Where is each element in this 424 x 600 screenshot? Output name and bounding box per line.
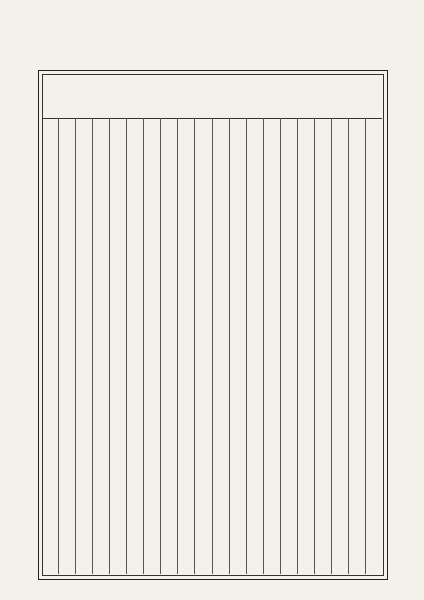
text-body	[42, 118, 382, 574]
page-number	[48, 74, 78, 118]
text-column	[246, 118, 263, 574]
text-column	[297, 118, 314, 574]
text-column	[194, 118, 211, 574]
book-title	[342, 74, 382, 118]
text-column	[365, 118, 382, 574]
text-column	[177, 118, 194, 574]
text-column	[263, 118, 280, 574]
text-column	[75, 118, 92, 574]
top-margin-notes	[38, 18, 386, 68]
text-column	[229, 118, 246, 574]
text-column	[331, 118, 348, 574]
text-column	[92, 118, 109, 574]
text-column	[143, 118, 160, 574]
text-column	[348, 118, 365, 574]
chapter-label	[192, 74, 242, 118]
text-column	[280, 118, 297, 574]
text-column	[314, 118, 331, 574]
text-column	[109, 118, 126, 574]
text-column	[42, 118, 58, 574]
running-header	[42, 74, 382, 119]
text-column	[212, 118, 229, 574]
text-column	[58, 118, 75, 574]
text-column	[126, 118, 143, 574]
text-column	[160, 118, 177, 574]
translator-name	[272, 74, 322, 118]
